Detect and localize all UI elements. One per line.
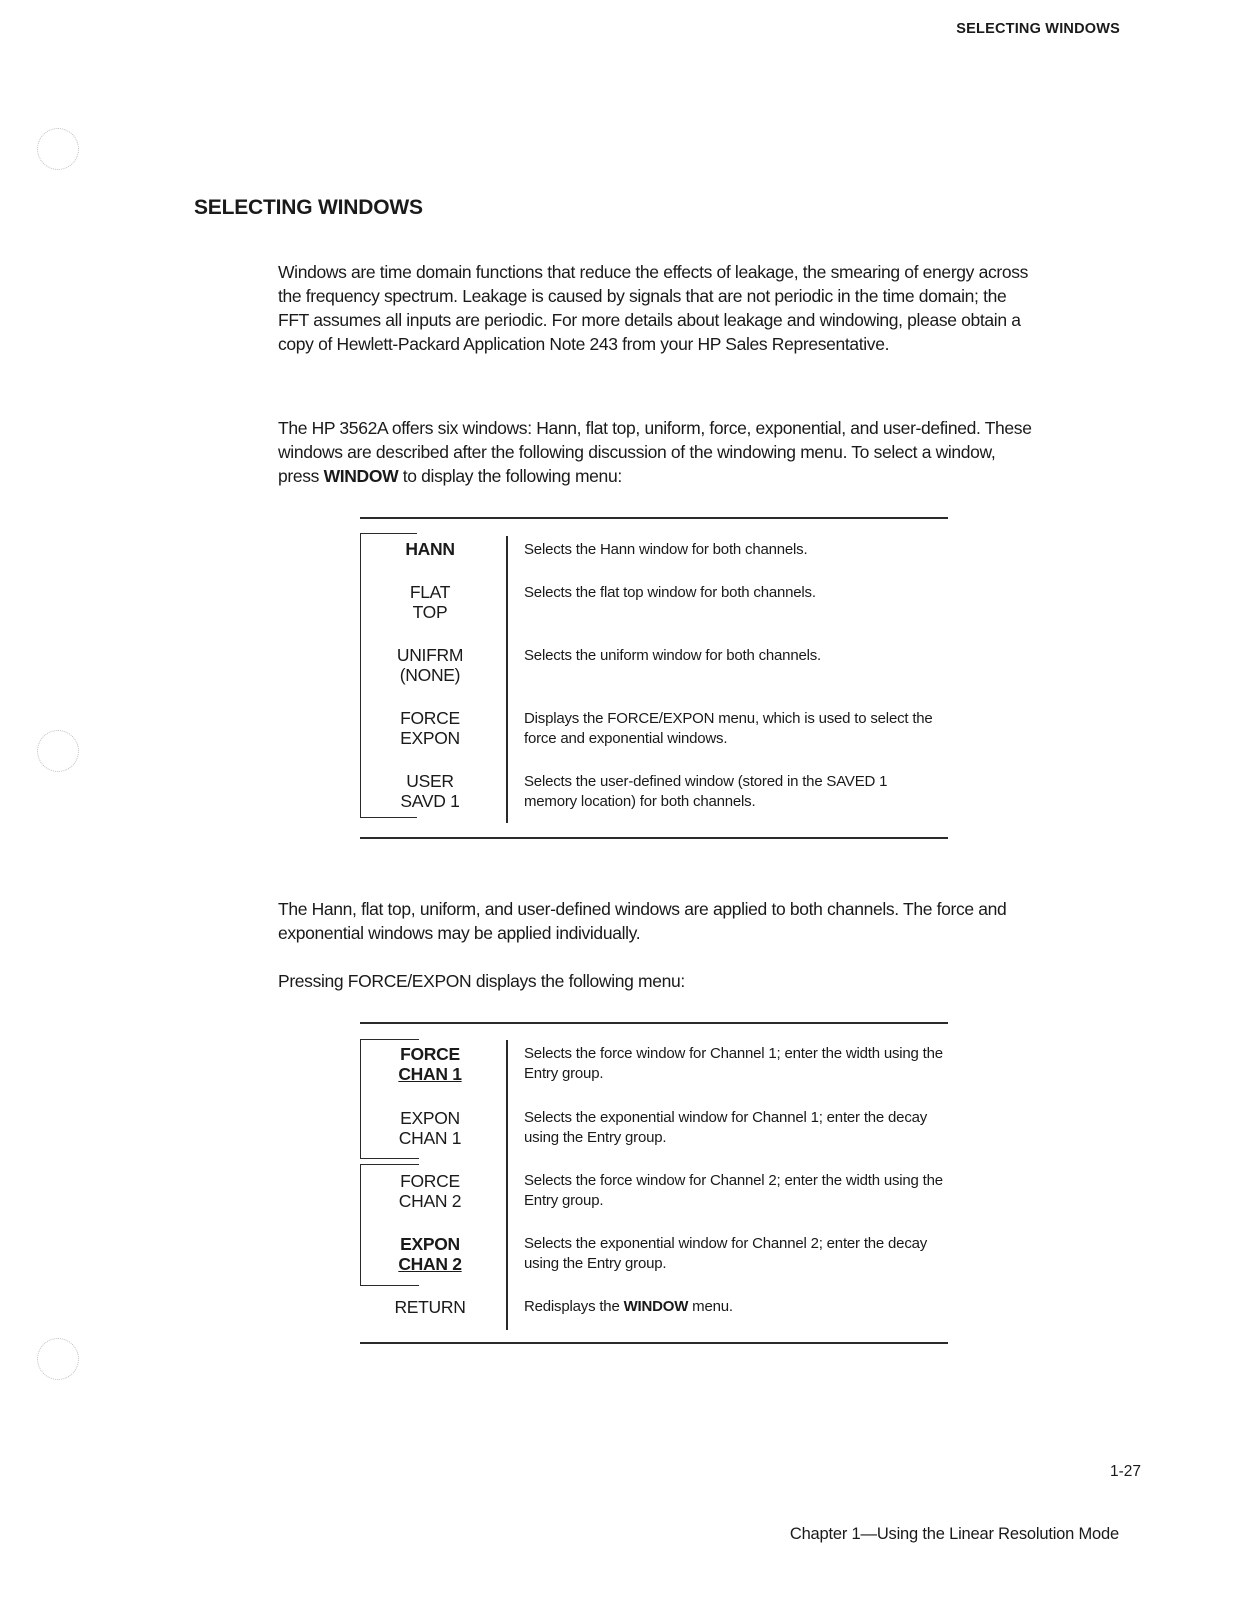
softkey-flat-top: FLAT TOP <box>409 582 451 622</box>
desc-flat-top: Selects the flat top window for both channels. <box>524 584 816 601</box>
softkey-force-expon: FORCE EXPON <box>400 708 460 748</box>
softkey-expon-chan-1: EXPON CHAN 1 <box>398 1108 462 1148</box>
desc-hann: Selects the Hann window for both channels. <box>524 541 808 558</box>
table-top-rule <box>360 1022 948 1024</box>
table-divider <box>506 1040 508 1330</box>
softkey-hann: HANN <box>405 539 455 559</box>
windows-overview-paragraph <box>278 416 1033 488</box>
desc-expon-chan-1: Selects the exponential window for Channel 1; enter the decay using the Entry group. <box>524 1109 928 1146</box>
softkey-force-chan-2: FORCE CHAN 2 <box>398 1171 462 1211</box>
force-expon-menu-table <box>360 1022 948 1352</box>
table-bottom-rule <box>360 1342 948 1344</box>
desc-force-chan-1: Selects the force window for Channel 1; enter the width using the Entry group. <box>524 1045 943 1082</box>
table-divider <box>506 536 508 823</box>
desc-uniform: Selects the uniform window for both channels. <box>524 647 821 664</box>
table-bottom-rule <box>360 837 948 839</box>
binder-hole-middle <box>37 730 79 772</box>
window-key-label: WINDOW <box>323 466 399 486</box>
overview-text-a: The HP 3562A offers six windows: Hann, flat top, uniform, force, exponential, and user-defined. These windows are described after the following discussion of the windowing menu. To select a window, press <box>278 418 1032 486</box>
page-number: 1-27 <box>1109 1463 1141 1480</box>
softkey-force-chan-1: FORCE CHAN 1 <box>398 1044 462 1084</box>
softkey-expon-chan-2: EXPON CHAN 2 <box>398 1234 462 1274</box>
desc-expon-chan-2: Selects the exponential window for Channel 2; enter the decay using the Entry group. <box>524 1235 928 1272</box>
window-menu-table <box>360 517 948 843</box>
desc-user-savd: Selects the user-defined window (stored in the SAVED 1 memory location) for both channels. <box>524 773 888 810</box>
softkey-return: RETURN <box>394 1297 466 1317</box>
softkey-uniform: UNIFRM (NONE) <box>396 645 464 685</box>
table-top-rule <box>360 517 948 519</box>
desc-force-chan-2: Selects the force window for Channel 2; enter the width using the Entry group. <box>524 1172 943 1209</box>
binder-hole-bottom <box>37 1338 79 1380</box>
desc-return: Redisplays the WINDOW menu. <box>524 1298 733 1315</box>
force-expon-intro: Pressing FORCE/EXPON displays the following menu: <box>278 971 685 991</box>
window-key-label: WINDOW <box>623 1298 689 1315</box>
intro-paragraph: Windows are time domain functions that reduce the effects of leakage, the smearing of energy across the frequency spectrum. Leakage is caused by signals that are not periodic in the time domain; the FFT assumes all inputs are periodic. For more details about leakage and windowing, please obtain a copy of Hewlett-Packard Application Note 243 from your HP Sales Representative. <box>278 262 1029 354</box>
applied-paragraph: The Hann, flat top, uniform, and user-defined windows are applied to both channels. The force and exponential windows may be applied individually. <box>278 899 1007 943</box>
desc-force-expon: Displays the FORCE/EXPON menu, which is used to select the force and exponential windows. <box>524 710 933 747</box>
binder-hole-top <box>37 128 79 170</box>
section-title: SELECTING WINDOWS <box>194 196 423 219</box>
overview-text-b: to display the following menu: <box>398 466 622 486</box>
chapter-footer: Chapter 1—Using the Linear Resolution Mode <box>789 1525 1119 1543</box>
running-header: SELECTING WINDOWS <box>956 21 1120 37</box>
softkey-user-savd: USER SAVD 1 <box>400 771 460 811</box>
